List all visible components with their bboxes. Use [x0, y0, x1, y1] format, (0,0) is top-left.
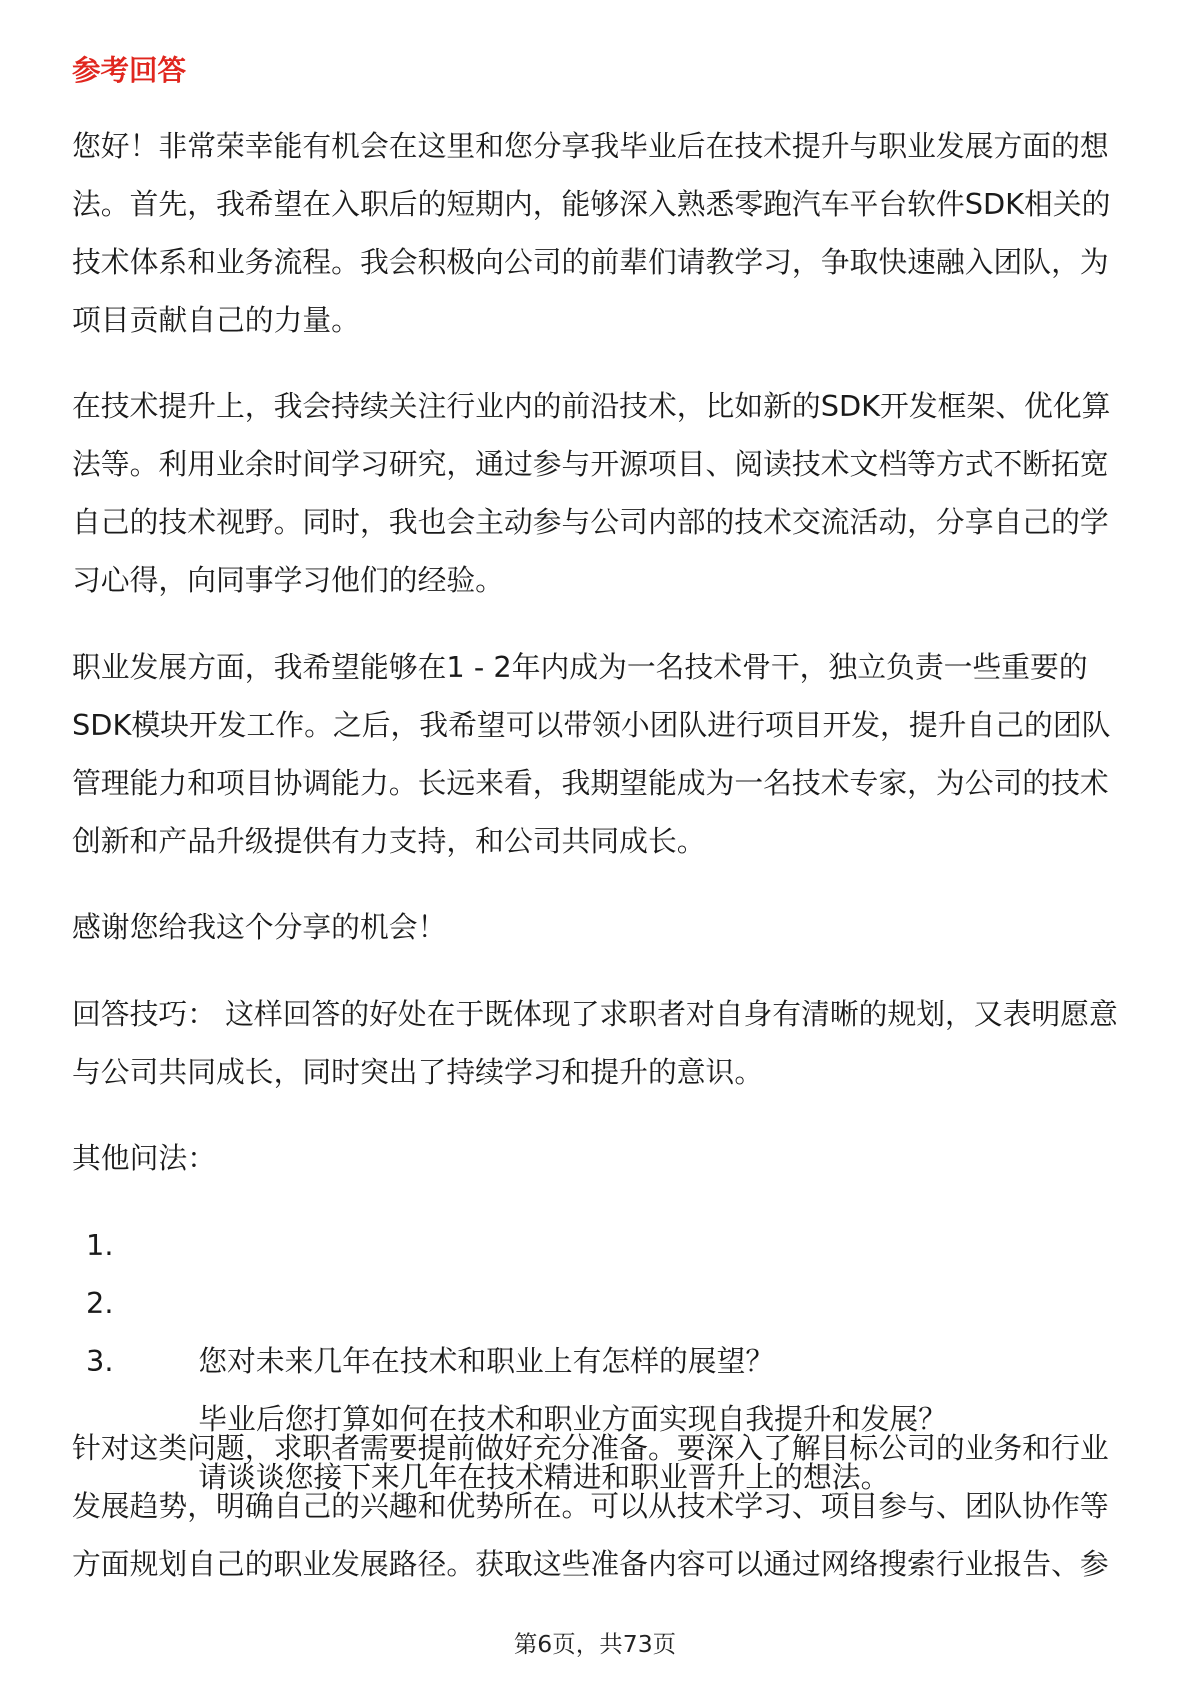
list-number: 3.	[86, 1344, 114, 1379]
text-line: 项目贡献自己的力量。	[72, 302, 360, 337]
section-title: 参考回答	[72, 54, 187, 87]
text-line: 自己的技术视野。同时，我也会主动参与公司内部的技术交流活动，分享自己的学	[72, 505, 1109, 540]
text-line: 职业发展方面，我希望能够在1 - 2年内成为一名技术骨干，独立负责一些重要的	[72, 649, 1088, 684]
list-number: 2.	[86, 1286, 114, 1321]
text-line: 发展趋势，明确自己的兴趣和优势所在。可以从技术学习、项目参与、团队协作等	[72, 1488, 1109, 1523]
other-questions-heading	[72, 1129, 1118, 1187]
text-line: 在技术提升上，我会持续关注行业内的前沿技术，比如新的SDK开发框架、优化算	[72, 389, 1111, 424]
text-line: 针对这类问题，求职者需要提前做好充分准备。要深入了解目标公司的业务和行业	[72, 1430, 1109, 1465]
text-line: 法等。利用业余时间学习研究，通过参与开源项目、阅读技术文档等方式不断拓宽	[72, 447, 1109, 482]
text-line: 您好！非常荣幸能有机会在这里和您分享我毕业后在技术提升与职业发展方面的想	[72, 128, 1109, 163]
page-number-footer: 第6页，共73页	[513, 1630, 677, 1658]
page-content	[72, 42, 1118, 1621]
answer-paragraph-1	[72, 117, 1118, 349]
text-line: 与公司共同成长，同时突出了持续学习和提升的意识。	[72, 1054, 764, 1089]
text-line: SDK模块开发工作。之后，我希望可以带领小团队进行项目开发，提升自己的团队	[72, 707, 1111, 742]
list-item-text: 请谈谈您接下来几年在技术精进和职业晋升上的想法。	[198, 1460, 890, 1495]
list-item-text: 毕业后您打算如何在技术和职业方面实现自我提升和发展？	[198, 1402, 947, 1437]
text-line: 管理能力和项目协调能力。长远来看，我期望能成为一名技术专家，为公司的技术	[72, 765, 1109, 800]
closing-paragraph	[72, 898, 1118, 956]
text-line: 感谢您给我这个分享的机会！	[72, 910, 447, 945]
list-item	[72, 1216, 1118, 1379]
list-number: 1.	[86, 1228, 114, 1263]
text-line: 习心得，向同事学习他们的经验。	[72, 563, 504, 598]
tips-paragraph	[72, 985, 1118, 1101]
text-line: 方面规划自己的职业发展路径。获取这些准备内容可以通过网络搜索行业报告、参	[72, 1546, 1109, 1581]
text-line: 创新和产品升级提供有力支持，和公司共同成长。	[72, 823, 706, 858]
heading-line: 其他问法：	[72, 1141, 216, 1176]
text-line: 回答技巧： 这样回答的好处在于既体现了求职者对自身有清晰的规划，又表明愿意	[72, 996, 1118, 1031]
list-item-text: 您对未来几年在技术和职业上有怎样的展望？	[198, 1344, 775, 1379]
answer-paragraph-2	[72, 377, 1118, 609]
text-line: 法。首先，我希望在入职后的短期内，能够深入熟悉零跑汽车平台软件SDK相关的	[72, 186, 1111, 221]
answer-paragraph-3	[72, 638, 1118, 870]
text-line: 技术体系和业务流程。我会积极向公司的前辈们请教学习，争取快速融入团队，为	[72, 244, 1109, 279]
